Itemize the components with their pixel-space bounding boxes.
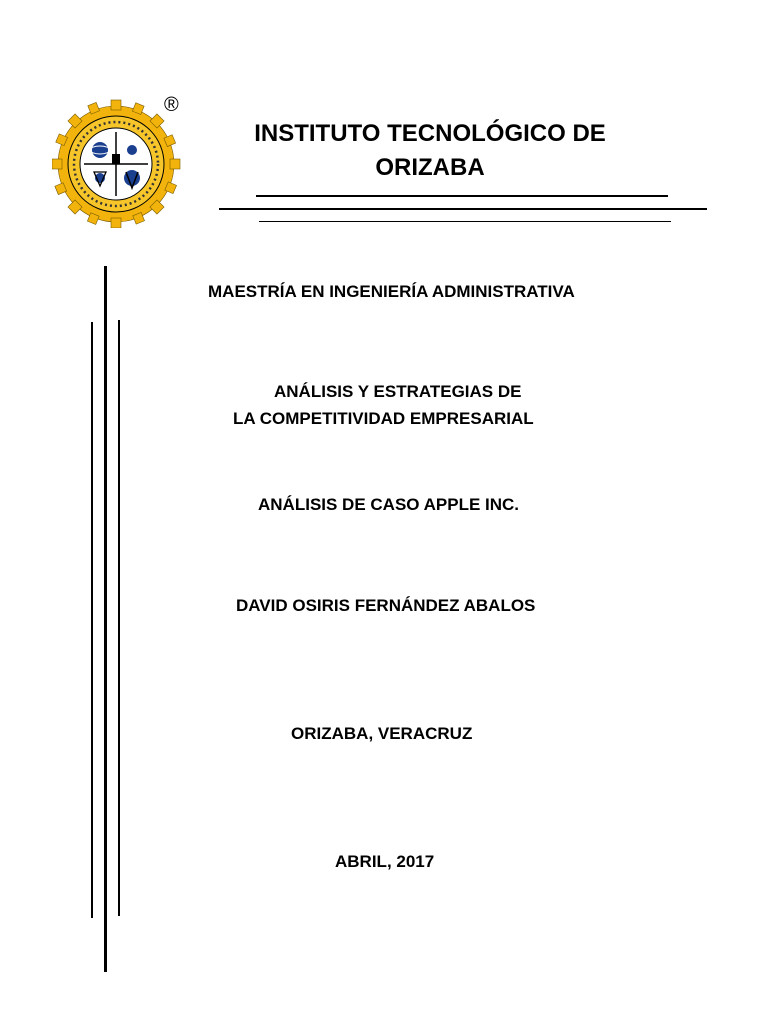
header-rule-bottom	[259, 221, 671, 222]
header-rule-middle	[219, 208, 707, 210]
institute-logo	[52, 96, 192, 228]
author-name: DAVID OSIRIS FERNÁNDEZ ABALOS	[236, 596, 536, 615]
registered-mark: ®	[164, 94, 179, 116]
location: ORIZABA, VERACRUZ	[291, 724, 473, 743]
program-name: MAESTRÍA EN INGENIERÍA ADMINISTRATIVA	[208, 282, 575, 301]
course-line1: ANÁLISIS Y ESTRATEGIAS DE	[274, 382, 522, 401]
left-rule-inner	[118, 320, 120, 916]
left-rule-outer	[91, 322, 93, 918]
work-title: ANÁLISIS DE CASO APPLE INC.	[258, 495, 520, 514]
header-rule-top	[256, 195, 668, 197]
date: ABRIL, 2017	[335, 852, 435, 871]
course-line2: LA COMPETITIVIDAD EMPRESARIAL	[233, 409, 534, 428]
institute-title-line2: ORIZABA	[375, 154, 485, 181]
institute-title-line1: INSTITUTO TECNOLÓGICO DE	[254, 120, 606, 147]
left-rule-main	[104, 266, 107, 972]
